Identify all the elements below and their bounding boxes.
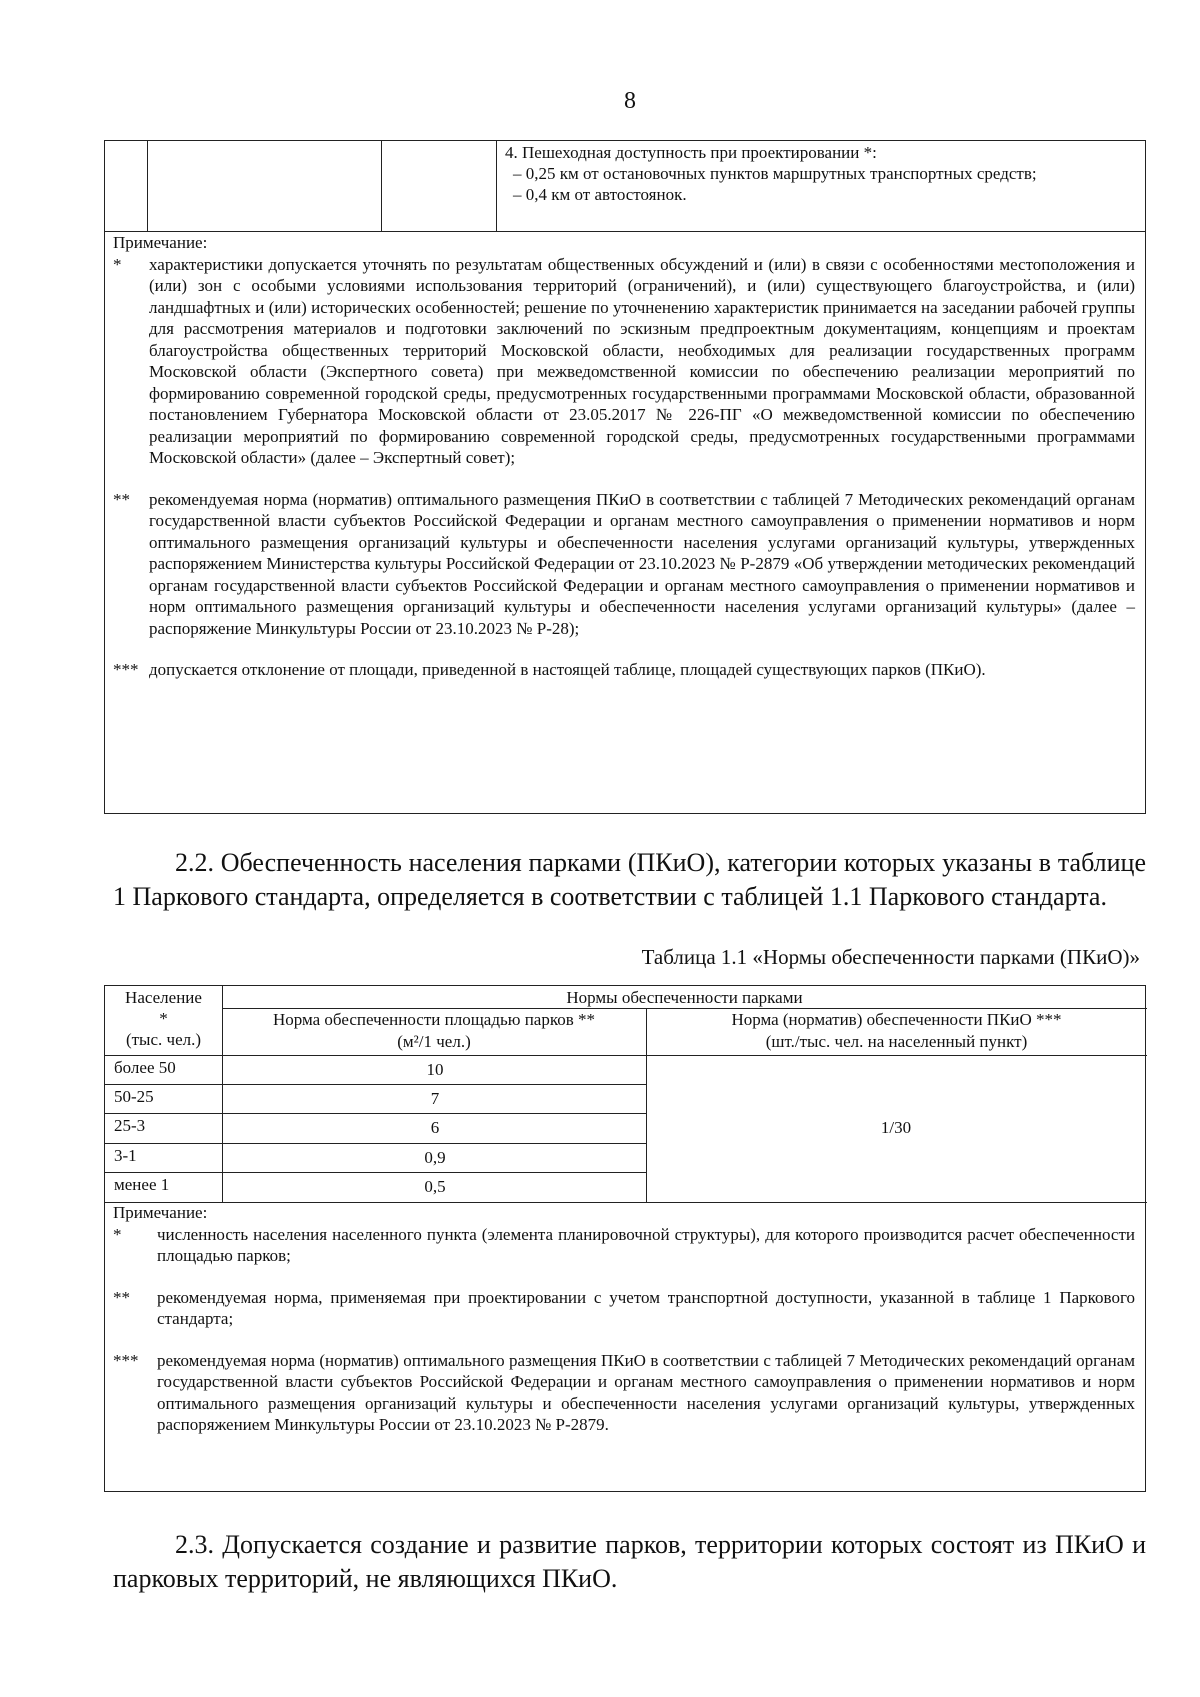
footnote [105, 1287, 1145, 1330]
header-area [222, 1009, 646, 1053]
header-area-label: Норма обеспеченности площадью парков ** [272, 1010, 596, 1029]
header-count [646, 1009, 1147, 1053]
footnote-mark: * [113, 1224, 122, 1244]
top-table-row [105, 141, 1145, 232]
header-population-mark: * [159, 1009, 168, 1028]
cell-dash-item: – 0,4 км от автостоянок. [513, 185, 687, 204]
footnote [105, 1224, 1145, 1267]
header-count-unit: (шт./тыс. чел. на населенный пункт) [765, 1032, 1028, 1051]
cell-item: 4. Пешеходная доступность при проектировании *: [505, 143, 877, 162]
footnote-text: рекомендуемая норма (норматив) оптимального размещения ПКиО в соответствии с таблицей 7 Методических рекомендаций органам государственной власти субъектов Российской Федерации и органам местного самоуправления о применении нормативов и норм оптимального размещения организаций культуры и обеспеченности населения услугами организаций культуры, утвержденных распоряжением Минкультуры России от 23.10.2023 № Р-2879. [157, 1350, 1135, 1434]
merged-count-cell: 1/30 [880, 1118, 912, 1137]
row-area: 7 [430, 1089, 440, 1108]
row-population: более 50 [114, 1058, 176, 1077]
footnote-text: допускается отклонение от площади, приведенной в настоящей таблице, площадей существующих парков (ПКиО). [149, 660, 986, 679]
table-notes [105, 1202, 1145, 1436]
footnote [105, 489, 1145, 640]
row-population: 3-1 [114, 1146, 137, 1165]
footnote [105, 1350, 1145, 1436]
row-area: 10 [426, 1060, 444, 1079]
cell-dash-item: – 0,25 км от остановочных пунктов маршрутных транспортных средств; [513, 164, 1037, 183]
top-table [104, 140, 1146, 814]
footnote-text: рекомендуемая норма, применяемая при проектировании с учетом транспортной доступности, указанной в таблице 1 Паркового стандарта; [157, 1287, 1135, 1328]
footnote-mark: *** [113, 660, 139, 679]
row-population: 50-25 [114, 1087, 154, 1106]
footnote-mark: ** [113, 1287, 130, 1307]
note-title: Примечание: [113, 233, 208, 252]
empty-cell [147, 141, 382, 231]
top-notes [105, 232, 1145, 681]
footnote-mark: * [113, 254, 122, 274]
header-area-unit: (м²/1 чел.) [397, 1032, 471, 1051]
header-norms: Нормы обеспеченности парками [566, 988, 803, 1007]
page-number: 8 [624, 88, 636, 114]
header-population-unit: (тыс. чел.) [125, 1030, 202, 1049]
footnote [105, 254, 1145, 469]
pedestrian-access-cell [497, 141, 1145, 205]
footnote [105, 659, 1145, 681]
paragraph-2-2: 2.2. Обеспеченность населения парками (ПКиО), категории которых указаны в таблице 1 Паркового стандарта, определяется в соответствии с таблицей 1.1 Паркового стандарта. [113, 848, 1146, 911]
footnote-text: рекомендуемая норма (норматив) оптимального размещения ПКиО в соответствии с таблицей 7 Методических рекомендаций органам государственной власти субъектов Российской Федерации и органам местного самоуправления о применении нормативов и норм оптимального размещения организаций культуры и обеспеченности населения услугами организаций культуры, утвержденных распоряжением Министерства культуры Российской Федерации от 23.10.2023 № Р-2879 «Об утверждении методических рекомендаций органам государственной власти субъектов Российской Федерации и органам местного самоуправления о применении нормативов и норм оптимального размещения организаций культуры и обеспеченности населения услугами организаций культуры» (далее – распоряжение Минкультуры России от 23.10.2023 № Р-28); [149, 489, 1135, 638]
footnote-mark: ** [113, 489, 130, 509]
row-population: менее 1 [114, 1175, 170, 1194]
header-count-label: Норма (норматив) обеспеченности ПКиО *** [731, 1010, 1062, 1029]
note-title: Примечание: [113, 1203, 208, 1222]
row-area: 6 [430, 1118, 440, 1137]
empty-cell [105, 141, 148, 231]
header-population-label: Население [125, 988, 202, 1007]
row-area: 0,5 [424, 1177, 446, 1196]
empty-cell [381, 141, 497, 231]
row-population: 25-3 [114, 1116, 146, 1135]
table-caption: Таблица 1.1 «Нормы обеспеченности парками (ПКиО)» [641, 945, 1140, 969]
header-population [105, 986, 222, 1050]
footnote-text: численность населения населенного пункта (элемента планировочной структуры), для которого производится расчет обеспеченности площадью парков; [157, 1224, 1135, 1265]
footnote-text: характеристики допускается уточнять по результатам общественных обсуждений и (или) в связи с особенностями местоположения и (или) зон с особыми условиями использования территорий (ограничений), и (или) существующего благоустройства, и (или) ландшафтных и (или) исторических особенностей; решение по уточненению характеристик принимается на заседании рабочей группы для рассмотрения материалов и подготовки заключений по эскизным предпроектным документациям, концепциям и проектам благоустройства общественных территорий Московской области, необходимых для реализации государственных программ Московской области (Экспертного совета) при межведомственной комиссии по обеспечению реализации мероприятий по формированию современной городской среды, предусмотренных государственными программами Московской области, образованной постановлением Губернатора Московской области от 23.05.2017 № 226-ПГ «О межведомственной комиссии по обеспечению реализации мероприятий по формированию современной городской среды, предусмотренных государственными программами Московской области» (далее – Экспертный совет); [149, 254, 1135, 467]
row-area: 0,9 [424, 1148, 446, 1167]
paragraph-2-3: 2.3. Допускается создание и развитие парков, территории которых состоят из ПКиО и парковых территорий, не являющихся ПКиО. [113, 1530, 1146, 1593]
footnote-mark: *** [113, 1350, 139, 1370]
table-1-1 [104, 985, 1146, 1492]
